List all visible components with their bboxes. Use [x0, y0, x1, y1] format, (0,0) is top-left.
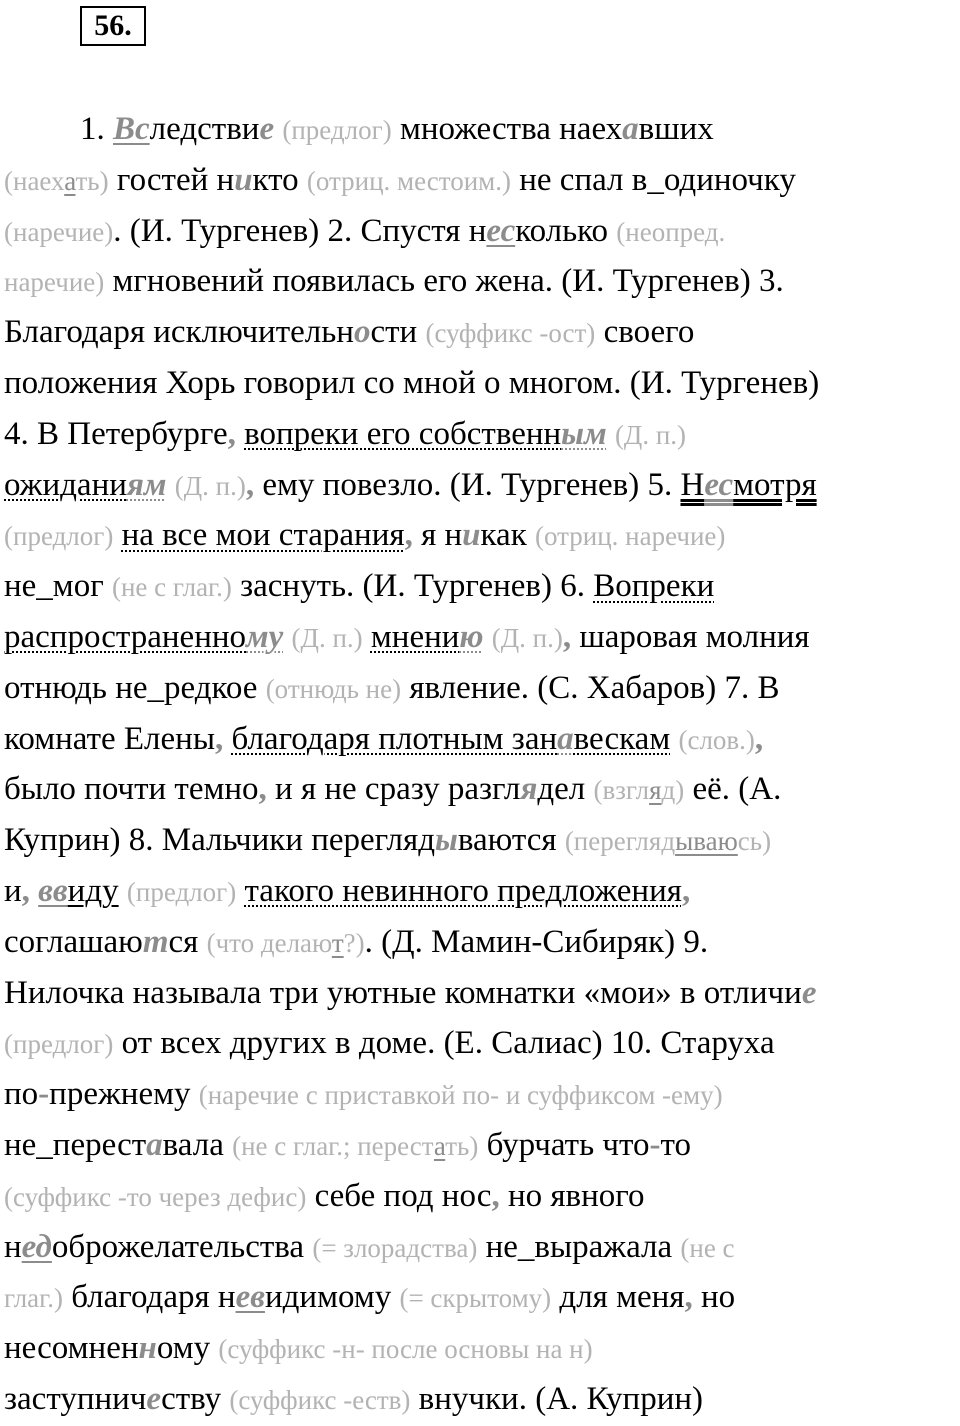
text-line [4, 460, 960, 511]
marked-segment: на все мои старания [121, 517, 405, 554]
annotation: т [331, 927, 344, 958]
text-segment: но [692, 1279, 736, 1316]
annotation: (не с [680, 1232, 735, 1263]
text-segment: . (Д. Мамин-Сибиряк) 9. [364, 923, 709, 960]
marked-segment: , [404, 517, 413, 554]
marked-segment: е [146, 1380, 162, 1417]
annotation: (предлог) [126, 876, 237, 907]
marked-segment: благодаря плотным зан [231, 720, 558, 757]
text-line [4, 206, 960, 257]
text-segment: Нилочка называла три уютные комнатки «мои» в отличи [4, 974, 802, 1011]
text-segment: н [4, 1228, 22, 1265]
text-segment: вших [638, 111, 714, 147]
annotation: (предлог) [282, 115, 392, 145]
marked-segment: Вс [113, 111, 150, 147]
text-line [4, 1323, 960, 1374]
text-segment: внучки. (А. Куприн) [410, 1380, 704, 1417]
text-segment [283, 619, 291, 655]
text-segment: по [4, 1076, 39, 1113]
marked-segment: ес [704, 466, 734, 503]
annotation: а [433, 1130, 446, 1161]
marked-segment: и [234, 161, 253, 198]
marked-segment: а [146, 1126, 163, 1163]
text-line [4, 307, 960, 358]
marked-segment: ед [21, 1228, 52, 1265]
text-segment: для меня [551, 1279, 685, 1316]
marked-segment: ям [126, 466, 167, 503]
text-line [4, 1120, 960, 1171]
marked-segment: и [462, 517, 481, 554]
text-line [4, 1069, 960, 1120]
annotation: (наречие) [4, 216, 114, 247]
text-segment: себе под нос [306, 1177, 492, 1214]
text-segment: сти [370, 314, 426, 351]
text-segment: . (И. Тургенев) 2. Спустя н [113, 212, 487, 249]
text-line [4, 155, 960, 206]
text-segment [236, 416, 244, 452]
text-segment: дел [537, 771, 594, 808]
text-segment [30, 873, 38, 909]
text-segment: не спал в_одиночку [511, 161, 796, 198]
text-segment: я н [412, 517, 463, 554]
text-line [4, 1222, 960, 1273]
marked-segment: ю [459, 618, 484, 655]
annotation: наречие) [4, 267, 105, 298]
text-line [4, 1272, 960, 1323]
marked-segment: вопреки его собственн [244, 415, 562, 452]
annotation: сь) [737, 826, 772, 857]
marked-segment: ы [434, 822, 458, 859]
text-segment: множества наех [391, 111, 623, 147]
marked-segment: вв [38, 872, 68, 909]
exercise-number: 56. [80, 6, 146, 46]
text-segment: вала [162, 1126, 233, 1163]
text-segment: 4. В Петербурге [4, 415, 228, 452]
text-segment: ству [161, 1380, 230, 1417]
annotation: (наречие с приставкой по- и суффиксом -ему) [198, 1080, 723, 1111]
marked-segment: ожидани [4, 466, 127, 503]
marked-segment: т [142, 923, 169, 960]
annotation: (Д. п.) [174, 470, 246, 501]
text-segment: несомнен [4, 1330, 139, 1367]
text-line [4, 866, 960, 917]
text-segment: 1. [80, 111, 113, 147]
text-segment: идимому [264, 1279, 400, 1316]
text-segment: отнюдь не_редкое [4, 669, 266, 706]
text-segment: соглашаю [4, 923, 143, 960]
annotation: глаг.) [4, 1283, 63, 1314]
annotation: (предлог) [4, 1029, 114, 1060]
annotation: (не с глаг.) [111, 572, 232, 603]
marked-segment: е [259, 111, 275, 147]
annotation: (слов.) [678, 724, 755, 755]
text-segment: её. (А. [684, 771, 782, 808]
marked-segment: - [649, 1126, 661, 1163]
marked-segment: о [353, 314, 371, 351]
text-segment: кто [252, 161, 307, 198]
marked-segment: , [562, 618, 572, 655]
annotation: (не с глаг.; перест [232, 1130, 434, 1161]
text-segment: Благодаря исключительн [4, 314, 354, 351]
marked-segment: а [557, 720, 574, 757]
annotation: (= скрытому) [399, 1283, 552, 1314]
marked-segment: я [520, 771, 538, 808]
text-line [4, 764, 960, 815]
text-segment: колько [515, 212, 617, 249]
text-segment: мгновений появилась его жена. (И. Тургенев) 3. [104, 263, 784, 300]
marked-segment: а [622, 111, 639, 147]
text-segment: оброжелательства [51, 1228, 313, 1265]
text-segment: гостей н [108, 161, 235, 198]
annotation: (перегляд [564, 826, 676, 857]
annotation: (отнюдь не) [265, 673, 402, 704]
text-segment: и [4, 872, 22, 909]
text-segment: прежнему [49, 1076, 199, 1113]
annotation: ?) [343, 927, 365, 958]
marked-segment: , [227, 415, 236, 452]
marked-segment: , [754, 720, 764, 757]
text-segment [223, 721, 231, 757]
marked-segment: мнени [370, 618, 460, 655]
text-segment: заступнич [4, 1380, 147, 1417]
annotation: (суффикс -еств) [229, 1384, 411, 1415]
annotation: (отриц. местоим.) [306, 165, 511, 196]
marked-segment: Н [680, 466, 705, 503]
text-line [4, 612, 960, 663]
text-line [4, 510, 960, 561]
text-segment: ледстви [149, 111, 260, 147]
text-segment: и я не сразу разгл [266, 771, 521, 808]
text-segment: ему повезло. (И. Тургенев) 5. [254, 466, 681, 503]
text-segment: было почти темно [4, 771, 259, 808]
annotation: (неопред. [616, 216, 726, 247]
annotation: (наех [4, 165, 65, 196]
annotation: (взгл [593, 775, 650, 806]
annotation: (отриц. наречие) [534, 521, 726, 552]
marked-segment: ес [486, 212, 516, 249]
annotation: а [64, 165, 76, 196]
text-segment [484, 619, 492, 655]
text-segment: благодаря н [62, 1279, 236, 1316]
text-segment: не_выражала [477, 1228, 681, 1265]
text-segment: комнате Елены [4, 720, 215, 757]
text-line [4, 358, 960, 409]
text-segment: бурчать что [478, 1126, 650, 1163]
marked-segment: , [681, 872, 691, 909]
marked-segment: , [684, 1279, 693, 1316]
annotation: д) [661, 775, 685, 806]
text-segment: положения Хорь говорил со мной о многом. (И. Тургенев) [4, 364, 820, 401]
text-segment: своего [595, 314, 695, 351]
text-segment: как [480, 517, 535, 554]
annotation: (= злорадства) [312, 1232, 478, 1263]
text-line [4, 663, 960, 714]
annotation: (суффикс -н- после основы на н) [218, 1334, 593, 1365]
exercise-text [4, 104, 960, 1425]
marked-segment: му [246, 618, 284, 655]
annotation: (Д. п.) [291, 622, 363, 653]
text-segment: не_мог [4, 568, 112, 605]
marked-segment: Вопреки [593, 568, 715, 605]
annotation: (суффикс -то через дефис) [4, 1181, 307, 1212]
text-segment [119, 873, 127, 909]
text-line [4, 968, 960, 1019]
marked-segment: , [215, 720, 224, 757]
marked-segment: - [38, 1076, 50, 1113]
marked-segment: , [21, 872, 30, 909]
text-segment: ваются [457, 822, 565, 859]
annotation: (суффикс -ост) [425, 318, 596, 349]
marked-segment: иду [67, 872, 119, 909]
text-segment [607, 416, 615, 452]
text-line [4, 561, 960, 612]
text-segment: от всех других в доме. (Е. Салиас) 10. Старуха [113, 1025, 775, 1062]
text-segment: шаровая молния [571, 618, 810, 655]
text-line [4, 1171, 960, 1222]
marked-segment: , [258, 771, 267, 808]
marked-segment: ым [561, 415, 607, 452]
text-line [4, 104, 960, 155]
text-segment: заснуть. (И. Тургенев) 6. [231, 568, 594, 605]
text-segment: явление. (С. Хабаров) 7. В [401, 669, 780, 706]
text-line [4, 917, 960, 968]
text-segment [167, 467, 175, 503]
text-segment: ому [156, 1330, 219, 1367]
annotation: (Д. п.) [491, 622, 563, 653]
marked-segment: ев [235, 1279, 265, 1316]
annotation: (что делаю [206, 927, 332, 958]
marked-segment: , [245, 466, 255, 503]
text-line [4, 815, 960, 866]
text-line [4, 1018, 960, 1069]
text-segment: ся [168, 923, 207, 960]
annotation: (Д. п.) [614, 419, 687, 450]
annotation: ть) [75, 165, 109, 196]
text-segment [113, 517, 121, 553]
text-line [4, 409, 960, 460]
text-segment: не_перест [4, 1126, 147, 1163]
marked-segment: , [491, 1177, 500, 1214]
marked-segment: мотря [733, 466, 817, 503]
annotation: (предлог) [4, 521, 114, 552]
text-line [4, 1374, 960, 1425]
text-line [4, 256, 960, 307]
text-segment: Куприн) 8. Мальчики перегляд [4, 822, 435, 859]
marked-segment: такого невинного предложения [244, 872, 682, 909]
text-line [4, 714, 960, 765]
annotation: ть) [445, 1130, 479, 1161]
marked-segment: е [801, 974, 817, 1011]
annotation: я [649, 775, 662, 806]
text-segment: но явного [499, 1177, 645, 1214]
marked-segment: н [138, 1330, 157, 1367]
marked-segment: распространенно [4, 618, 247, 655]
text-segment [363, 619, 371, 655]
marked-segment: вескам [573, 720, 671, 757]
annotation: ываю [675, 826, 738, 857]
text-segment: то [660, 1126, 691, 1163]
